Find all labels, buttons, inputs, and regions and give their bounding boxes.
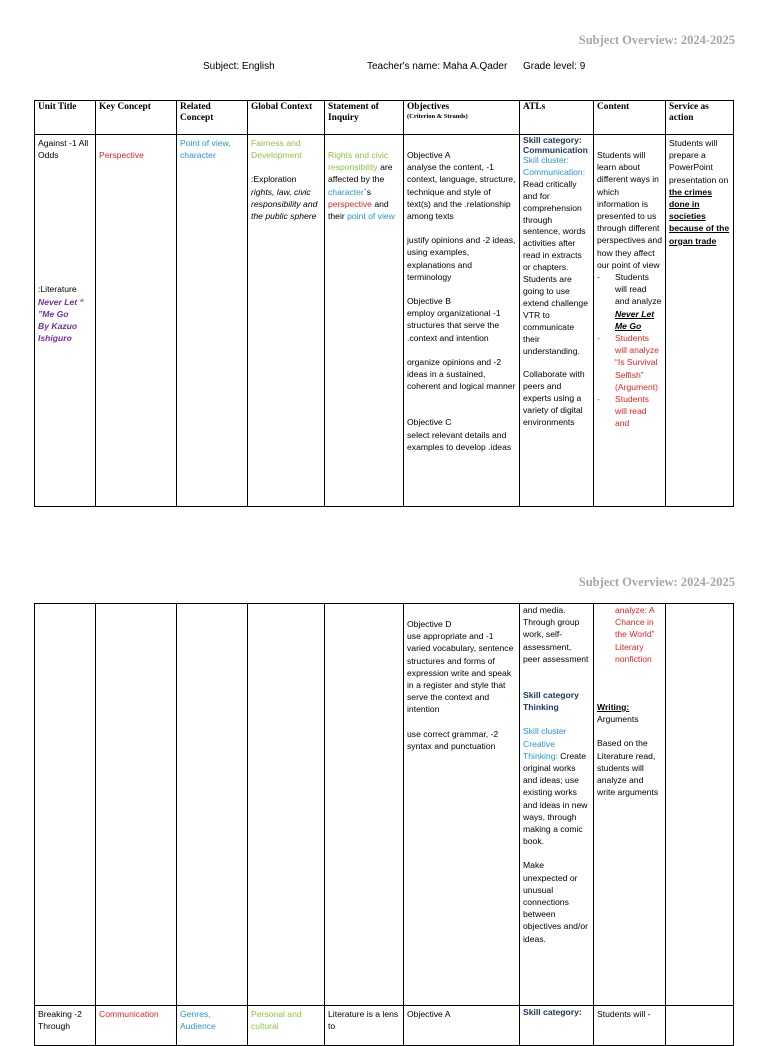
table-header-row xyxy=(35,101,734,135)
content-bullet-1: Students will read and analyze xyxy=(615,272,662,307)
content-book-title: Never Let Me Go xyxy=(615,308,655,331)
col-header-global-context: Global Context xyxy=(248,101,325,135)
grade-level: Grade level: 9 xyxy=(523,61,586,72)
soi-text-c: and their xyxy=(328,198,389,222)
global-context-cell xyxy=(248,135,325,507)
content-intro: Students will learn about different ways in which information is presented to us through different perspectives and how they affect our point of view xyxy=(597,150,662,270)
col-header-unit-title: Unit Title xyxy=(35,101,96,135)
objectives-cell xyxy=(404,135,520,507)
objectives-cell xyxy=(404,1006,520,1046)
key-concept-cell xyxy=(96,1006,177,1046)
related-concept-cell xyxy=(177,135,248,507)
atl-connections-text: Make unexpected or unusual connections between objectives and/or ideas. xyxy=(523,860,588,944)
page-header-title: Subject Overview: 2024-2025 xyxy=(578,33,735,47)
objective-a-1: analyse the content, -1 context, language, structure, technique and style of text(s) and the .relationship among texts xyxy=(407,162,516,222)
atl-skill-cluster-creative: Skill cluster Creative Thinking: xyxy=(523,726,567,761)
objective-a-title: Objective A xyxy=(407,1009,451,1019)
objective-b-title: Objective B xyxy=(407,296,451,307)
literature-label: :Literature xyxy=(38,284,77,295)
literature-title-line2: ”Me Go xyxy=(38,308,69,319)
table-row xyxy=(35,135,734,507)
objective-d-title: Objective D xyxy=(407,619,452,629)
soi-rights: Rights and civic responsibility xyxy=(328,150,389,173)
atl-skill-category-thinking: Skill category Thinking xyxy=(523,690,579,713)
key-concept: Communication xyxy=(99,1009,159,1019)
atl-collaborate: Collaborate with peers and experts using a variety of digital environments xyxy=(523,369,585,428)
service-cell xyxy=(666,1006,734,1046)
atl-description: Read critically and for comprehension through sentence, words activities after read in extracts or chapters. Students are going to use extend challenge VTR to communicate their understanding. xyxy=(523,178,588,356)
related-concept: Genres, Audience xyxy=(180,1009,216,1032)
overview-table-page1 xyxy=(34,100,734,507)
list-item: - Students will analyze “Is Survival Selfish” (Argument) xyxy=(597,332,662,393)
col-header-service: Service as action xyxy=(666,101,734,135)
global-context-cell xyxy=(248,1006,325,1046)
atl-continued: and media. Through group work, self-assessment, peer assessment xyxy=(523,605,589,664)
objectives-cell xyxy=(404,604,520,1006)
content-basis: Based on the Literature read, students will analyze and write arguments xyxy=(597,738,659,798)
service-cell xyxy=(666,604,734,1006)
service-text: Students will prepare a PowerPoint presentation on xyxy=(669,138,729,185)
atl-skill-category: Skill category: Communication xyxy=(523,135,588,155)
atl-skill-category: Skill category: xyxy=(523,1007,582,1017)
soi-perspective: perspective xyxy=(328,198,372,209)
related-concept: Point of view, character xyxy=(180,138,231,161)
statement-of-inquiry-cell xyxy=(325,604,404,1006)
content-cell xyxy=(594,1006,666,1046)
objectives-sublabel: (Criterion & Strands) xyxy=(407,112,468,120)
soi-text-b: `s xyxy=(363,186,371,197)
unit-title-cell xyxy=(35,135,96,507)
page-header-title: Subject Overview: 2024-2025 xyxy=(578,575,735,589)
list-item: - Students will read and analyze Never Let Me Go xyxy=(597,272,662,331)
unit-title-cell xyxy=(35,1006,96,1046)
content-bullet-3: Students will read and xyxy=(615,394,649,429)
objective-b-1: employ organizational -1 structures that serve the .context and intention xyxy=(407,308,501,343)
soi-point-of-view: point of view xyxy=(347,211,395,222)
atl-skill-cluster: Skill cluster: Communication: xyxy=(523,155,586,177)
col-header-content: Content xyxy=(594,101,666,135)
unit-title-cell xyxy=(35,604,96,1006)
list-item: - Students will read and xyxy=(597,393,662,430)
col-header-key-concept: Key Concept xyxy=(96,101,177,135)
global-context: Personal and cultural xyxy=(251,1009,302,1032)
exploration-text: rights, law, civic responsibility and the public sphere xyxy=(251,186,318,222)
content-cell xyxy=(594,135,666,507)
writing-value: Arguments xyxy=(597,714,639,725)
atls-cell xyxy=(520,604,594,1006)
col-header-related-concept: Related Concept xyxy=(177,101,248,135)
objectives-label: Objectives xyxy=(407,102,450,112)
key-concept-cell xyxy=(96,135,177,507)
exploration-label: :Exploration xyxy=(251,174,297,185)
objective-c-title: Objective C xyxy=(407,417,452,428)
objective-b-2: organize opinions and -2 ideas in a sustained, coherent and logical manner xyxy=(407,356,516,392)
objective-d-2: use correct grammar, -2 syntax and punctuation xyxy=(407,728,499,751)
service-topic: the crimes done in societies because of the organ trade xyxy=(669,186,730,246)
soi-text-a: are affected by the xyxy=(328,162,393,185)
atls-cell xyxy=(520,1006,594,1046)
overview-table-next-unit xyxy=(34,1005,734,1046)
global-context-cell xyxy=(248,604,325,1006)
content-cell xyxy=(594,604,666,1006)
table-row xyxy=(35,1006,734,1046)
col-header-statement-of-inquiry: Statement of Inquiry xyxy=(325,101,404,135)
subject-label: Subject: English xyxy=(203,61,275,72)
col-header-atls: ATLs xyxy=(520,101,594,135)
content-continued: analyze: A Chance in the World” Literary nonfiction xyxy=(615,605,655,664)
atls-cell xyxy=(520,135,594,507)
literature-author-line1: By Kazuo xyxy=(38,321,78,332)
table-row xyxy=(35,604,734,1006)
related-concept-cell xyxy=(177,604,248,1006)
statement-of-inquiry-cell xyxy=(325,135,404,507)
related-concept-cell xyxy=(177,1006,248,1046)
content-bullet-2: Students will analyze “Is Survival Selfish” (Argument) xyxy=(615,333,659,392)
global-context: Fairness and Development xyxy=(251,138,302,161)
key-concept: Perspective xyxy=(99,150,144,160)
teacher-name: Teacher's name: Maha A.Qader xyxy=(367,61,508,72)
unit-title: Breaking -2 Through xyxy=(38,1009,82,1032)
overview-table-page2 xyxy=(34,603,734,1006)
literature-author-line2: Ishiguro xyxy=(38,333,72,344)
service-cell xyxy=(666,135,734,507)
key-concept-cell xyxy=(96,604,177,1006)
atl-creative-text: Create original works and ideas; use existing works and ideas in new ways, through making a comic book. xyxy=(523,750,588,847)
soi-character: character xyxy=(328,186,364,197)
content-intro: Students will - xyxy=(597,1009,651,1019)
literature-title-line1: Never Let “ xyxy=(38,296,84,307)
statement-of-inquiry-cell xyxy=(325,1006,404,1046)
col-header-objectives xyxy=(404,101,520,135)
writing-label: Writing: xyxy=(597,702,630,713)
soi-text: Literature is a lens to xyxy=(328,1009,399,1032)
objective-a-title: Objective A xyxy=(407,150,451,160)
unit-title: Against -1 All Odds xyxy=(38,138,89,161)
objective-d-1: use appropriate and -1 varied vocabulary, sentence structures and forms of expression write and speak in a register and style that serve the context and intention xyxy=(407,631,514,715)
objective-a-2: justify opinions and -2 ideas, using examples, explanations and terminology xyxy=(407,235,516,282)
objective-c-1: select relevant details and examples to develop .ideas xyxy=(407,429,512,452)
